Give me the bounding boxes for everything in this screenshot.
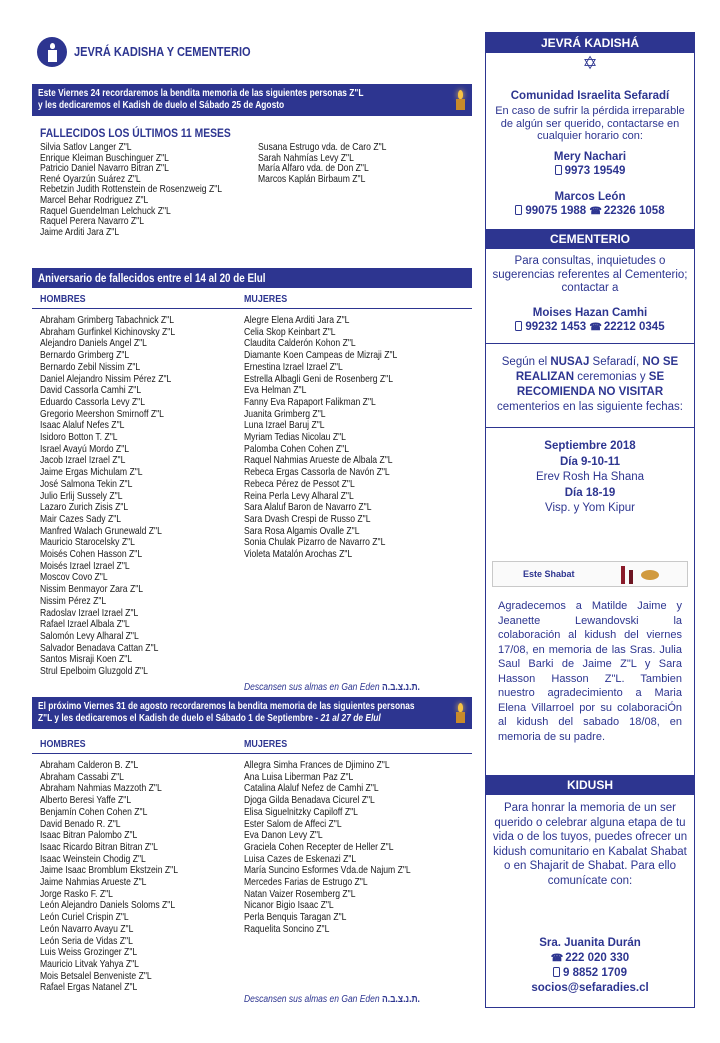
list-item: Manfred Walach Grunewald Z"L — [40, 524, 162, 537]
list-item: Isaac Ricardo Bitran Bitran Z"L — [40, 840, 158, 853]
banner-line: y les dedicaremos el Kadish de duelo el Sábado 25 de Agosto — [38, 99, 285, 111]
name-list — [258, 142, 415, 184]
list-item: Marcos Kaplán Birbaum Z"L — [258, 172, 366, 185]
divider — [486, 343, 694, 344]
list-item: Abraham Gurfinkel Kichinovsky Z"L — [40, 325, 176, 338]
phone-number: 22326 1058 — [603, 205, 665, 217]
phone-icon: ☎ — [589, 206, 602, 217]
banner-line: El próximo Viernes 31 de agosto recordaremos la bendita memoria de las siguientes personas — [38, 700, 415, 712]
column-header: MUJERES — [244, 738, 288, 750]
list-item: León Alejandro Daniels Soloms Z"L — [40, 899, 176, 912]
list-item: Mois Betsalel Benveniste Z"L — [40, 969, 152, 982]
list-item: Catalina Alaluf Nefez de Camhi Z"L — [244, 782, 379, 795]
list-item: Nicanor Bigio Isaac Z"L — [244, 899, 334, 912]
mobile-icon — [515, 321, 522, 331]
contact-mobile — [492, 967, 688, 981]
list-item: Sarah Nahmías Levy Z"L — [258, 151, 354, 164]
list-item: León Seria de Vidas Z"L — [40, 934, 133, 947]
contact-name: Moises Hazan Camhi — [532, 307, 648, 319]
candle-logo-icon — [37, 37, 67, 67]
cementerio-text: Para consultas, inquietudes o sugerencias referentes al Cementerio; contactar a — [492, 255, 688, 294]
list-item: David Benado R. Z"L — [40, 817, 121, 830]
list-item: Raquelita Soncino Z"L — [244, 922, 330, 935]
thanks-text: Agradecemos a Matilde Jaime y Jeanette Lewandovski la colaboración al kidush del viernes 17/08, en memoria de las Sras. Julia Saul Barki de Jaime Z"L y Sara Hasson Hasson Z"L. Tambien nuestro agradecimiento a Maria Elena Villarroel por su colaboraciÓn al kidush del sabado 18/08, en memoria de su padre. — [498, 600, 682, 743]
name-list — [40, 760, 208, 994]
notice-text: Sefaradí, — [589, 356, 643, 368]
sidebar-heading: KIDUSH — [486, 775, 694, 795]
list-item: Luis Weiss Grozinger Z"L — [40, 946, 138, 959]
list-item: Bernardo Grimberg Z"L — [40, 349, 130, 362]
contact-name: Sra. Juanita Durán — [539, 937, 641, 949]
memorial-note — [244, 682, 420, 693]
section-heading: FALLECIDOS LOS ÚLTIMOS 11 MESES — [40, 126, 231, 140]
list-item: David Cassorla Camhi Z"L — [40, 384, 142, 397]
list-item: Abraham Nahmias Mazzoth Z"L — [40, 782, 162, 795]
section-bar-title: Aniversario de fallecidos entre el 14 al 20 de Elul — [38, 271, 266, 285]
list-item: Nissim Benmayor Zara Z"L — [40, 583, 144, 596]
notice-text: NUSAJ — [550, 356, 590, 368]
list-item: Celia Skop Keinbart Z"L — [244, 325, 336, 338]
memorial-text: Descansen sus almas en Gan Eden — [244, 682, 380, 693]
notice-text: ceremonias y — [574, 371, 649, 383]
list-item: Moisés Cohen Hasson Z"L — [40, 548, 143, 561]
list-item: Palomba Cohen Cohen Z"L — [244, 442, 350, 455]
list-item: Lazaro Zurich Zisis Z"L — [40, 501, 129, 514]
list-item: Raquel Nahmias Arueste de Albala Z"L — [244, 454, 393, 467]
contact-name: Mery Nachari — [553, 151, 627, 163]
list-item: Salomón Levy Alharal Z"L — [40, 629, 139, 642]
column-header: MUJERES — [244, 293, 288, 305]
list-item: Ernestina Izrael Izrael Z"L — [244, 360, 343, 373]
divider — [486, 427, 694, 428]
list-item: Israel Avayú Mordo Z"L — [40, 442, 130, 455]
list-item: Santos Misraji Koen Z"L — [40, 653, 133, 666]
list-item: José Salmona Tekin Z"L — [40, 477, 133, 490]
este-shabat-logo — [492, 561, 688, 587]
list-item: Allegra Simha Frances de Djimino Z"L — [244, 759, 390, 771]
banner-line-text: Z"L y les dedicaremos el Kadish de duelo el Sábado 1 de Septiembre - — [38, 712, 321, 724]
notice-text: cementerios en las siguiente fechas: — [496, 401, 684, 413]
sidebar-heading: JEVRÁ KADISHÁ — [486, 33, 694, 53]
list-item: Radoslav Izrael Izrael Z"L — [40, 606, 139, 619]
contact-name: Marcos León — [554, 191, 626, 203]
list-item: Violeta Matalón Arochas Z"L — [244, 548, 353, 561]
dates-list — [492, 439, 688, 517]
list-item: Djoga Gilda Benadava Cicurel Z"L — [244, 794, 375, 807]
page-title: JEVRÁ KADISHA Y CEMENTERIO — [74, 44, 251, 59]
hebrew-abbrev: ת.נ.צ.ב.ה. — [381, 994, 420, 1005]
list-item: Fanny Eva Rapaport Falikman Z"L — [244, 395, 376, 408]
list-item: Alegre Elena Arditi Jara Z"L — [244, 314, 350, 326]
list-item: Jaime Ergas Michulam Z"L — [40, 466, 143, 479]
list-item: Patricio Daniel Navarro Bitran Z"L — [40, 162, 169, 175]
list-item: Jaime Nahmias Arueste Z"L — [40, 876, 147, 889]
list-item: Jacob Izrael Izrael Z"L — [40, 454, 126, 467]
list-item: Perla Benquis Taragan Z"L — [244, 911, 347, 924]
list-item: Jaime Isaac Bromblum Ekstzein Z"L — [40, 864, 179, 877]
list-item: Sara Rosa Algamis Ovalle Z"L — [244, 524, 360, 537]
contact-phones — [492, 205, 688, 219]
list-item: Susana Estrugo vda. de Caro Z"L — [258, 141, 387, 153]
section-bar — [32, 268, 472, 288]
list-item: León Curiel Crispin Z"L — [40, 911, 129, 924]
list-item: Bernardo Zebil Nissim Z"L — [40, 360, 141, 373]
phone-number: 22212 0345 — [603, 321, 665, 333]
list-item: Strul Epelboim Gluzgold Z"L — [40, 665, 148, 678]
column-header: HOMBRES — [40, 738, 86, 750]
column-header: HOMBRES — [40, 293, 86, 305]
logo-text: Este Shabat — [523, 569, 575, 579]
list-item: Reina Perla Levy Alharal Z"L — [244, 489, 354, 502]
contact-phone — [492, 952, 688, 966]
announcement-banner — [32, 84, 472, 116]
mobile-number: 9 8852 1709 — [563, 967, 627, 979]
name-list — [40, 142, 262, 237]
list-item: Enrique Kleiman Buschinguer Z"L — [40, 151, 169, 164]
mobile-number: 99075 1988 — [525, 205, 587, 217]
candle-icon — [454, 703, 466, 723]
list-item: Juanita Grimberg Z"L — [244, 407, 326, 420]
list-item: Ana Luisa Liberman Paz Z"L — [244, 770, 354, 783]
divider — [32, 753, 472, 754]
list-item: María Alfaro vda. de Don Z"L — [258, 162, 369, 175]
date-line: Septiembre 2018 — [544, 440, 636, 452]
list-item: María Suncino Esformes Vda.de Najum Z"L — [244, 864, 411, 877]
list-item: Abraham Calderon B. Z"L — [40, 759, 139, 771]
list-item: Alejandro Daniels Angel Z"L — [40, 337, 147, 350]
list-item: Elisa Siguelnitzky Capiloff Z"L — [244, 805, 358, 818]
list-item: Mair Cazes Sady Z"L — [40, 512, 122, 525]
name-list — [40, 315, 205, 678]
date-line: Visp. y Yom Kipur — [545, 502, 635, 514]
intro-text: En caso de sufrir la pérdida irreparable de algún ser querido, contactarse en cualquier horario con: — [495, 105, 685, 142]
list-item: Nissim Pérez Z"L — [40, 594, 107, 607]
list-item: Moisés Izrael Izrael Z"L — [40, 559, 130, 572]
list-item: Mauricio Starocelsky Z"L — [40, 536, 135, 549]
list-item: León Navarro Avayu Z"L — [40, 922, 134, 935]
list-item: Julio Erlij Sussely Z"L — [40, 489, 123, 502]
list-item: Myriam Tedias Nicolau Z"L — [244, 431, 346, 444]
list-item: Mercedes Farias de Estrugo Z"L — [244, 876, 368, 889]
mobile-number: 99232 1453 — [525, 321, 587, 333]
list-item: Luisa Cazes de Eskenazi Z"L — [244, 852, 357, 865]
list-item: Raquel Perera Navarro Z"L — [40, 215, 145, 228]
name-list — [244, 760, 447, 936]
date-line: Erev Rosh Ha Shana — [535, 471, 645, 483]
memorial-text: Descansen sus almas en Gan Eden — [244, 994, 380, 1005]
contact-phones — [492, 165, 688, 179]
phone-number: 222 020 330 — [565, 952, 630, 964]
list-item: Ester Salom de Affeci Z"L — [244, 817, 342, 830]
list-item: Estrella Albagli Geni de Rosenberg Z"L — [244, 372, 394, 385]
notice-text: Según el — [501, 356, 551, 368]
list-item: Gregorio Meershon Smirnoff Z"L — [40, 407, 164, 420]
list-item: Jorge Rasko F. Z"L — [40, 887, 113, 900]
list-item: Rafael Ergas Natanel Z"L — [40, 981, 138, 994]
list-item: Rebeca Pérez de Pessot Z"L — [244, 477, 355, 490]
list-item: Luna Izrael Baruj Z"L — [244, 419, 325, 432]
memorial-note — [244, 994, 420, 1005]
star-of-david-icon: ✡ — [582, 53, 598, 73]
list-item: Eva Danon Levy Z"L — [244, 829, 323, 842]
sidebar — [485, 32, 695, 1008]
banner-dates: 21 al 27 de Elul — [320, 712, 381, 724]
date-line: Día 18-19 — [564, 486, 616, 499]
list-item: Sara Alaluf Baron de Navarro Z"L — [244, 501, 372, 514]
list-item: Salvador Benadava Cattan Z"L — [40, 641, 159, 654]
divider — [32, 308, 472, 309]
list-item: Mauricio Litvak Yahya Z"L — [40, 957, 139, 970]
list-item: Rebeca Ergas Cassorla de Navón Z"L — [244, 466, 390, 479]
list-item: René Oyarzún Suárez Z"L — [40, 172, 141, 185]
list-item: Isaac Bitran Palombo Z"L — [40, 829, 138, 842]
list-item: Raquel Guendelman Lelchuck Z"L — [40, 204, 171, 217]
list-item: Silvia Satlov Langer Z"L — [40, 141, 132, 153]
contact-email[interactable]: socios@sefaradies.cl — [531, 982, 649, 994]
notice-text: SE RECOMIENDA NO VISITAR — [516, 371, 665, 398]
kidush-text: Para honrar la memoria de un ser querido o celebrar alguna etapa de tu vida o de los tuyos, puedes ofrecer un kidush comunitario en Kabalat Shabat o en Shajarit de Shabat. Para ello comunícate con: — [492, 802, 688, 887]
name-list — [244, 315, 431, 561]
mobile-icon — [555, 165, 562, 175]
banner-line: Este Viernes 24 recordaremos la bendita memoria de las siguientes personas Z"L — [38, 87, 364, 99]
list-item: Abraham Cassabi Z"L — [40, 770, 124, 783]
phone-icon: ☎ — [550, 953, 564, 964]
announcement-banner — [32, 697, 472, 729]
notice-text: NO SE REALIZAN — [515, 356, 679, 383]
phone-icon: ☎ — [589, 322, 602, 333]
nusaj-notice — [492, 355, 688, 415]
list-item: Alberto Beresi Yaffe Z"L — [40, 794, 132, 807]
list-item: Benjamín Cohen Cohen Z"L — [40, 805, 148, 818]
list-item: Eduardo Cassorla Levy Z"L — [40, 395, 145, 408]
sidebar-heading: CEMENTERIO — [486, 229, 694, 249]
date-line: Día 9-10-11 — [559, 455, 621, 468]
list-item: Jaime Arditi Jara Z"L — [40, 225, 120, 238]
list-item: Moscov Covo Z"L — [40, 571, 108, 584]
list-item: Isidoro Botton T. Z"L — [40, 431, 118, 444]
community-name: Comunidad Israelita Sefaradí — [510, 90, 670, 102]
list-item: Daniel Alejandro Nissim Pérez Z"L — [40, 372, 172, 385]
list-item: Rafael Izrael Albala Z"L — [40, 618, 130, 631]
mobile-number: 9973 19549 — [564, 165, 626, 177]
list-item: Isaac Weinstein Chodig Z"L — [40, 852, 146, 865]
banner-line — [38, 712, 380, 724]
list-item: Eva Helman Z"L — [244, 384, 307, 397]
list-item: Sonia Chulak Pizarro de Navarro Z"L — [244, 536, 386, 549]
list-item: Graciela Cohen Recepter de Heller Z"L — [244, 840, 394, 853]
contact-phones — [492, 321, 688, 335]
list-item: Isaac Alaluf Nefes Z"L — [40, 419, 125, 432]
hebrew-abbrev: ת.נ.צ.ב.ה. — [381, 682, 420, 693]
mobile-icon — [553, 967, 560, 977]
mobile-icon — [515, 205, 522, 215]
list-item: Rebetzin Judith Rottenstein de Rosenzweig Z"L — [40, 183, 223, 196]
list-item: Claudita Calderón Kohon Z"L — [244, 337, 356, 350]
list-item: Marcel Behar Rodriguez Z"L — [40, 193, 149, 206]
candle-icon — [454, 90, 466, 110]
list-item: Natan Vaizer Rosemberg Z"L — [244, 887, 356, 900]
list-item: Diamante Koen Campeas de Mizraji Z"L — [244, 349, 398, 362]
list-item: Sara Dvash Crespi de Russo Z"L — [244, 512, 371, 525]
list-item: Abraham Grimberg Tabachnick Z"L — [40, 314, 175, 326]
